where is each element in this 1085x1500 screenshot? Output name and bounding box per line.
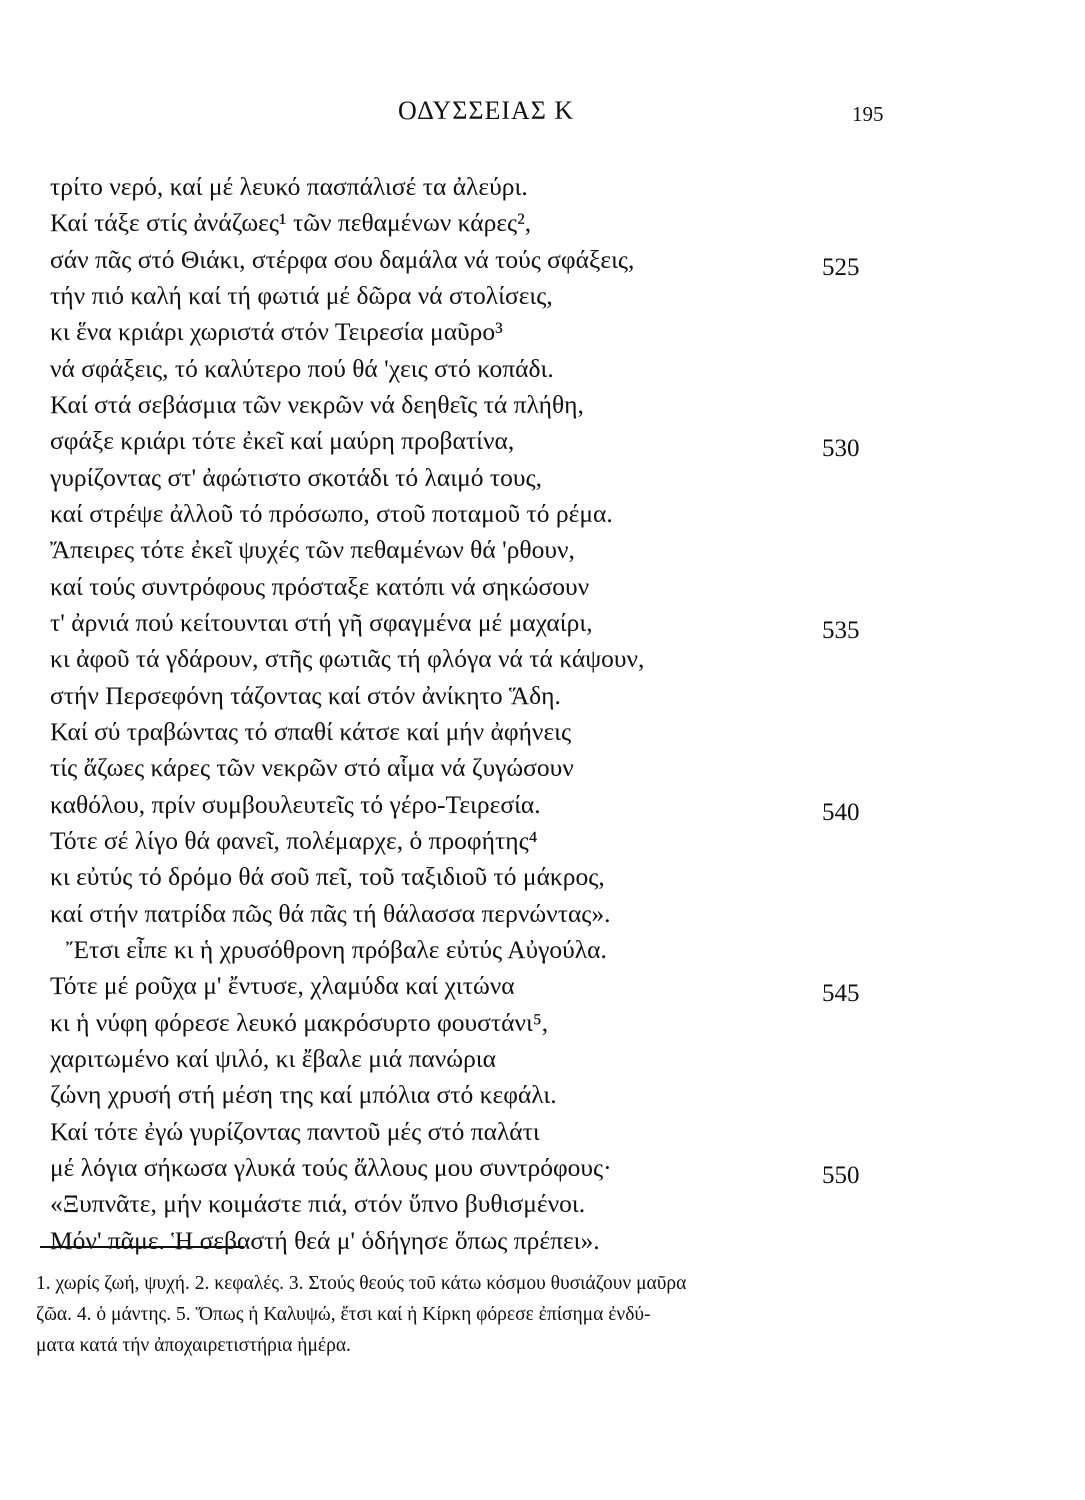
verse-line — [0, 897, 1085, 933]
verse-text: τ' ἀρνιά πού κείτουνται στή γῆ σφαγμένα μέ μαχαίρι, — [50, 608, 593, 637]
verse-line — [0, 388, 1085, 424]
verse-line — [0, 352, 1085, 388]
verse-line — [0, 497, 1085, 533]
verse-text: νά σφάξεις, τό καλύτερο πού θά 'χεις στό κοπάδι. — [50, 354, 554, 383]
verse-line — [0, 533, 1085, 569]
line-number: 535 — [822, 617, 860, 644]
line-number: 530 — [822, 435, 860, 462]
verse-line — [0, 570, 1085, 606]
verse-line — [0, 279, 1085, 315]
verse-text: κι ἕνα κριάρι χωριστά στόν Τειρεσία μαῦρο³ — [50, 317, 503, 346]
verse-text: Καί τότε ἐγώ γυρίζοντας παντοῦ μές στό παλάτι — [50, 1117, 540, 1146]
verse-line — [0, 315, 1085, 351]
verse-line — [0, 1151, 1085, 1187]
verse-text: καί στήν πατρίδα πῶς θά πᾶς τή θάλασσα περνώντας». — [50, 899, 611, 928]
verse-text: Τότε σέ λίγο θά φανεῖ, πολέμαρχε, ὁ προφήτης⁴ — [50, 826, 538, 855]
verse-line — [0, 461, 1085, 497]
verse-line — [0, 1006, 1085, 1042]
verse-text: κι ἀφοῦ τά γδάρουν, στῆς φωτιᾶς τή φλόγα νά τά κάψουν, — [50, 644, 645, 673]
verse-text: τήν πιό καλή καί τή φωτιά μέ δῶρα νά στολίσεις, — [50, 281, 553, 310]
verse-line — [0, 1187, 1085, 1223]
verse-line — [0, 715, 1085, 751]
verse-text: σάν πᾶς στό Θιάκι, στέρφα σου δαμάλα νά τούς σφάξεις, — [50, 245, 635, 274]
verse-text: χαριτωμένο καί ψιλό, κι ἔβαλε μιά πανώρια — [50, 1044, 497, 1073]
verse-line — [0, 1115, 1085, 1151]
verse-line — [0, 642, 1085, 678]
verse-line — [0, 424, 1085, 460]
verse-text: Τότε μέ ροῦχα μ' ἔντυσε, χλαμύδα καί χιτώνα — [50, 971, 515, 1000]
verse-line — [0, 206, 1085, 242]
page-number: 195 — [852, 102, 884, 126]
verse-text: τρίτο νερό, καί μέ λευκό πασπάλισέ τα ἀλεύρι. — [50, 172, 528, 201]
footnote-line: 1. χωρίς ζωή, ψυχή. 2. κεφαλές. 3. Στούς θεούς τοῦ κάτω κόσμου θυσιάζουν μαῦρα — [36, 1273, 687, 1294]
verse-line — [0, 606, 1085, 642]
verse-text: καί στρέψε ἀλλοῦ τό πρόσωπο, στοῦ ποταμοῦ τό ρέμα. — [50, 499, 613, 528]
verse-line — [0, 860, 1085, 896]
footnote-divider — [40, 1246, 244, 1248]
verse-text: ζώνη χρυσή στή μέση της καί μπόλια στό κεφάλι. — [50, 1080, 557, 1109]
verse-text: Μόν' πᾶμε. Ἡ σεβαστή θεά μ' ὁδήγησε ὅπως πρέπει». — [50, 1226, 600, 1255]
verse-text: «Ξυπνᾶτε, μήν κοιμάστε πιά, στόν ὕπνο βυθισμένοι. — [50, 1189, 586, 1218]
verse-line — [0, 751, 1085, 787]
verse-text: γυρίζοντας στ' ἀφώτιστο σκοτάδι τό λαιμό τους, — [50, 463, 542, 492]
verse-text: στήν Περσεφόνη τάζοντας καί στόν ἀνίκητο Ἅδη. — [50, 681, 561, 710]
footnotes — [36, 1268, 886, 1361]
verse-line — [0, 788, 1085, 824]
line-number: 550 — [822, 1162, 860, 1189]
line-number: 545 — [822, 980, 860, 1007]
verse-line — [0, 969, 1085, 1005]
verse-line — [0, 1224, 1085, 1260]
verse-text: Καί σύ τραβώντας τό σπαθί κάτσε καί μήν ἀφήνεις — [50, 717, 572, 746]
verse-text: τίς ἄζωες κάρες τῶν νεκρῶν στό αἷμα νά ζυγώσουν — [50, 753, 574, 782]
verse-text: κι εὐτύς τό δρόμο θά σοῦ πεῖ, τοῦ ταξιδιοῦ τό μάκρος, — [50, 862, 605, 891]
footnote-line: ζῶα. 4. ὁ μάντης. 5. Ὅπως ἡ Καλυψώ, ἔτσι καί ἡ Κίρκη φόρεσε ἐπίσημα ἐνδύ- — [36, 1304, 651, 1325]
verse-line — [0, 243, 1085, 279]
verse-text: κι ἡ νύφη φόρεσε λευκό μακρόσυρτο φουστάνι⁵, — [50, 1008, 549, 1037]
verse-text: καθόλου, πρίν συμβουλευτεῖς τό γέρο-Τειρεσία. — [50, 790, 541, 819]
verse-line — [0, 1042, 1085, 1078]
footnote-line: ματα κατά τήν ἀποχαιρετιστήρια ἡμέρα. — [36, 1335, 351, 1356]
verse-line — [0, 1078, 1085, 1114]
verse-line — [0, 170, 1085, 206]
line-number: 525 — [822, 254, 860, 281]
verse-line — [0, 679, 1085, 715]
verse-line — [0, 824, 1085, 860]
verse-text: Καί στά σεβάσμια τῶν νεκρῶν νά δεηθεῖς τά πλήθη, — [50, 390, 584, 419]
verse-line — [0, 933, 1085, 969]
verse-text: καί τούς συντρόφους πρόσταξε κατόπι νά σηκώσουν — [50, 572, 590, 601]
verse-text: μέ λόγια σήκωσα γλυκά τούς ἄλλους μου συντρόφους· — [50, 1153, 612, 1182]
verse-text: Ἄπειρες τότε ἐκεῖ ψυχές τῶν πεθαμένων θά 'ρθουν, — [50, 535, 575, 564]
verse-text: Ἔτσι εἶπε κι ἡ χρυσόθρονη πρόβαλε εὐτύς Αὐγούλα. — [66, 935, 607, 964]
verse-text: σφάξε κριάρι τότε ἐκεῖ καί μαύρη προβατίνα, — [50, 426, 515, 455]
verse-text: Καί τάξε στίς ἀνάζωες¹ τῶν πεθαμένων κάρες², — [50, 208, 532, 237]
running-title: ΟΔΥΣΣΕΙΑΣ Κ — [398, 96, 575, 125]
line-number: 540 — [822, 799, 860, 826]
